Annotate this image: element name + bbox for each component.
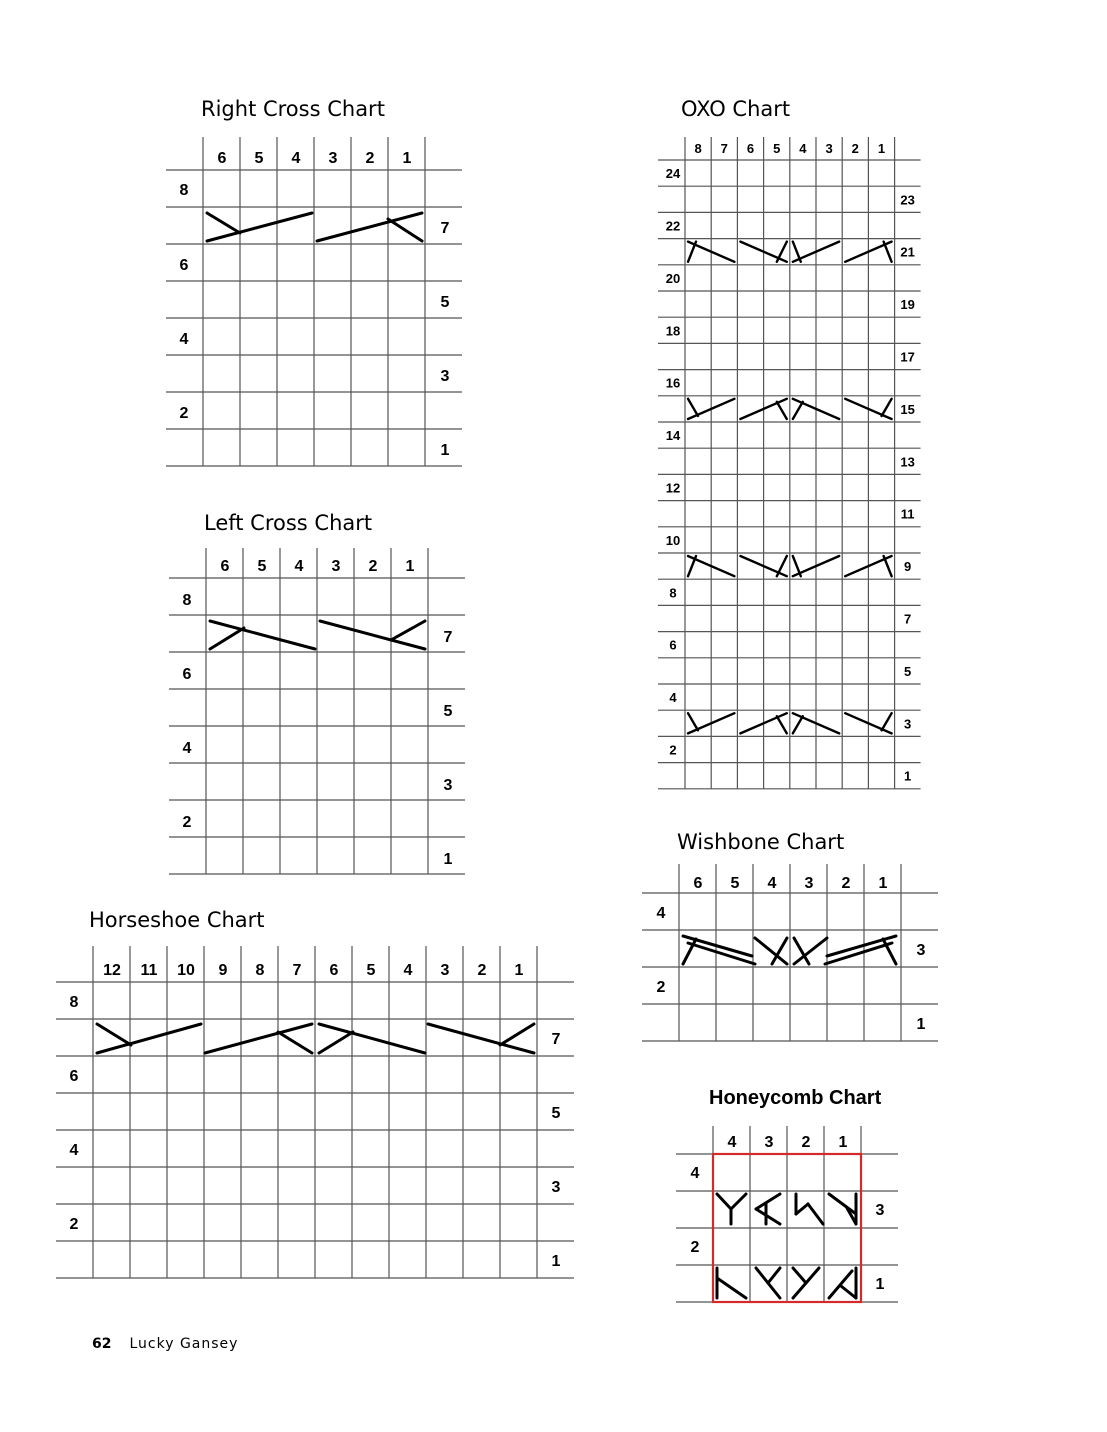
- cable-stroke: [388, 219, 422, 241]
- row-number: 4: [656, 905, 666, 922]
- row-number: 19: [900, 297, 915, 313]
- stitch-number: 2: [841, 875, 851, 892]
- cable-stroke: [794, 938, 827, 964]
- row-number: 4: [69, 1142, 79, 1159]
- row-number: 3: [551, 1179, 561, 1196]
- row-number: 5: [440, 294, 450, 311]
- row-number: 4: [669, 690, 677, 706]
- stitch-number: 1: [838, 1134, 848, 1151]
- right-cross-chart-title: Right Cross Chart: [201, 97, 385, 121]
- wishbone-chart-title: Wishbone Chart: [677, 830, 845, 854]
- row-number: 24: [665, 166, 681, 182]
- stitch-number: 5: [257, 558, 267, 575]
- stitch-number: 3: [804, 875, 814, 892]
- row-number: 2: [182, 814, 192, 831]
- stitch-number: 3: [764, 1134, 774, 1151]
- stitch-number: 6: [746, 141, 755, 156]
- stitch-number: 4: [727, 1134, 737, 1151]
- stitch-number: 5: [773, 141, 781, 156]
- row-number: 1: [903, 768, 912, 784]
- stitch-number: 8: [255, 962, 265, 979]
- cable-stroke: [717, 1194, 731, 1209]
- stitch-number: 2: [368, 558, 378, 575]
- cable-stroke: [97, 1024, 131, 1045]
- stitch-number: 6: [217, 150, 227, 167]
- row-number: 2: [69, 1216, 79, 1233]
- right-cross-grid: [166, 137, 462, 466]
- row-number: 23: [900, 192, 915, 208]
- row-number: 7: [903, 611, 912, 627]
- cable-stroke: [756, 1194, 780, 1209]
- cable-stroke: [278, 1032, 312, 1053]
- stitch-number: 6: [220, 558, 230, 575]
- row-number: 2: [656, 979, 666, 996]
- cable-stroke: [793, 716, 803, 733]
- cable-stroke: [768, 1268, 780, 1283]
- row-number: 20: [665, 270, 681, 286]
- row-number: 7: [440, 220, 450, 237]
- cable-stroke: [793, 1268, 806, 1283]
- stitch-number: 5: [366, 962, 376, 979]
- stitch-number: 3: [825, 141, 833, 156]
- stitch-number: 3: [331, 558, 341, 575]
- wishbone-labels: [657, 875, 926, 1033]
- cable-stroke: [428, 1024, 534, 1053]
- cable-stroke: [210, 621, 315, 649]
- horseshoe-chart: [56, 946, 576, 1279]
- honeycomb-grid: [676, 1126, 898, 1302]
- page-number: 62: [92, 1336, 112, 1352]
- row-number: 10: [665, 532, 681, 548]
- row-number: 9: [903, 559, 912, 575]
- oxo-chart-title: OXO Chart: [681, 97, 791, 121]
- stitch-number: 2: [851, 141, 859, 156]
- row-number: 22: [665, 218, 681, 234]
- left-cross-chart-title: Left Cross Chart: [204, 511, 373, 535]
- row-number: 4: [179, 331, 189, 348]
- cable-stroke: [777, 716, 787, 733]
- stitch-number: 9: [218, 962, 228, 979]
- stitch-number: 5: [254, 150, 264, 167]
- stitch-number: 12: [103, 962, 121, 979]
- stitch-number: 3: [440, 962, 450, 979]
- row-number: 6: [669, 637, 677, 653]
- cable-stroke: [320, 621, 425, 649]
- row-number: 2: [179, 405, 189, 422]
- row-number: 4: [182, 740, 192, 757]
- wishbone-grid: [642, 864, 938, 1041]
- cable-stroke: [808, 1204, 823, 1224]
- left-cross-grid: [169, 548, 465, 874]
- cable-stroke: [207, 213, 312, 241]
- stitch-number: 1: [878, 875, 888, 892]
- stitch-number: 2: [477, 962, 487, 979]
- stitch-number: 2: [801, 1134, 811, 1151]
- row-number: 5: [443, 703, 453, 720]
- row-number: 6: [179, 257, 189, 274]
- row-number: 2: [690, 1239, 700, 1256]
- row-number: 16: [665, 375, 681, 391]
- cable-stroke: [777, 402, 787, 419]
- row-number: 11: [900, 506, 915, 522]
- row-number: 6: [69, 1068, 79, 1085]
- row-number: 1: [875, 1276, 885, 1293]
- stitch-number: 8: [694, 141, 702, 156]
- cable-stroke: [882, 399, 892, 416]
- row-number: 4: [690, 1165, 700, 1182]
- row-number: 8: [182, 592, 192, 609]
- left-cross-chart: [169, 548, 468, 876]
- page-footer: [92, 1337, 238, 1351]
- honeycomb-chart: [676, 1126, 900, 1302]
- stitch-number: 7: [292, 962, 302, 979]
- stitch-number: 1: [402, 150, 412, 167]
- stitch-number: 6: [693, 875, 703, 892]
- stitch-number: 10: [177, 962, 195, 979]
- horseshoe-chart-title: Horseshoe Chart: [89, 908, 265, 932]
- stitch-number: 4: [403, 962, 413, 979]
- row-number: 5: [903, 663, 912, 679]
- stitch-number: 7: [720, 141, 728, 156]
- row-number: 3: [443, 777, 453, 794]
- row-number: 1: [916, 1016, 926, 1033]
- row-number: 21: [900, 244, 915, 260]
- row-number: 2: [669, 742, 677, 758]
- cable-stroke: [97, 1024, 201, 1053]
- row-number: 5: [551, 1105, 561, 1122]
- stitch-number: 1: [877, 141, 886, 156]
- book-title: Lucky Gansey: [129, 1336, 239, 1352]
- row-number: 1: [551, 1253, 561, 1270]
- wishbone-chart: [642, 864, 940, 1042]
- cable-stroke: [688, 713, 698, 730]
- stitch-number: 1: [514, 962, 524, 979]
- cable-stroke: [688, 399, 698, 416]
- right-cross-chart: [166, 137, 465, 467]
- cable-stroke: [210, 628, 244, 649]
- stitch-number: 4: [767, 875, 777, 892]
- row-number: 17: [900, 349, 915, 365]
- cable-stroke: [794, 938, 809, 964]
- stitch-number: 4: [291, 150, 301, 167]
- cable-stroke: [772, 938, 787, 964]
- honeycomb-chart-title: Honeycomb Chart: [709, 1087, 882, 1109]
- row-number: 8: [669, 585, 677, 601]
- cable-stroke: [793, 402, 803, 419]
- stitch-number: 1: [405, 558, 415, 575]
- cable-stroke: [756, 1209, 780, 1224]
- cable-stroke: [806, 1268, 819, 1283]
- row-number: 18: [665, 323, 681, 339]
- row-number: 1: [443, 851, 453, 868]
- cable-stroke: [205, 1024, 312, 1053]
- row-number: 12: [665, 480, 681, 496]
- row-number: 8: [69, 994, 79, 1011]
- row-number: 3: [875, 1202, 885, 1219]
- stitch-number: 5: [730, 875, 740, 892]
- stitch-number: 6: [329, 962, 339, 979]
- cable-stroke: [829, 1194, 856, 1214]
- stitch-number: 4: [799, 141, 807, 156]
- row-number: 3: [440, 368, 450, 385]
- row-number: 13: [900, 454, 915, 470]
- cable-stroke: [755, 938, 787, 964]
- stitch-number: 2: [365, 150, 375, 167]
- cable-stroke: [207, 213, 240, 233]
- row-number: 3: [903, 716, 912, 732]
- cable-stroke: [500, 1024, 534, 1045]
- row-number: 7: [443, 629, 453, 646]
- row-number: 6: [182, 666, 192, 683]
- cable-stroke: [317, 213, 422, 241]
- cable-stroke: [319, 1032, 353, 1053]
- cable-stroke: [796, 1204, 808, 1214]
- cable-stroke: [391, 621, 425, 640]
- oxo-chart: [658, 137, 921, 789]
- row-number: 8: [179, 182, 189, 199]
- oxo-grid: [658, 137, 921, 789]
- horseshoe-grid: [56, 946, 574, 1278]
- cable-stroke: [319, 1024, 425, 1053]
- cable-stroke: [793, 1283, 806, 1298]
- row-number: 15: [900, 401, 915, 417]
- row-number: 1: [440, 442, 450, 459]
- cable-stroke: [882, 713, 892, 730]
- stitch-number: 4: [294, 558, 304, 575]
- row-number: 3: [916, 942, 926, 959]
- row-number: 7: [551, 1031, 561, 1048]
- cable-stroke: [731, 1194, 746, 1209]
- cable-stroke: [841, 1286, 856, 1298]
- cable-stroke: [717, 1278, 746, 1298]
- stitch-number: 3: [328, 150, 338, 167]
- row-number: 14: [665, 428, 681, 444]
- stitch-number: 11: [140, 962, 158, 979]
